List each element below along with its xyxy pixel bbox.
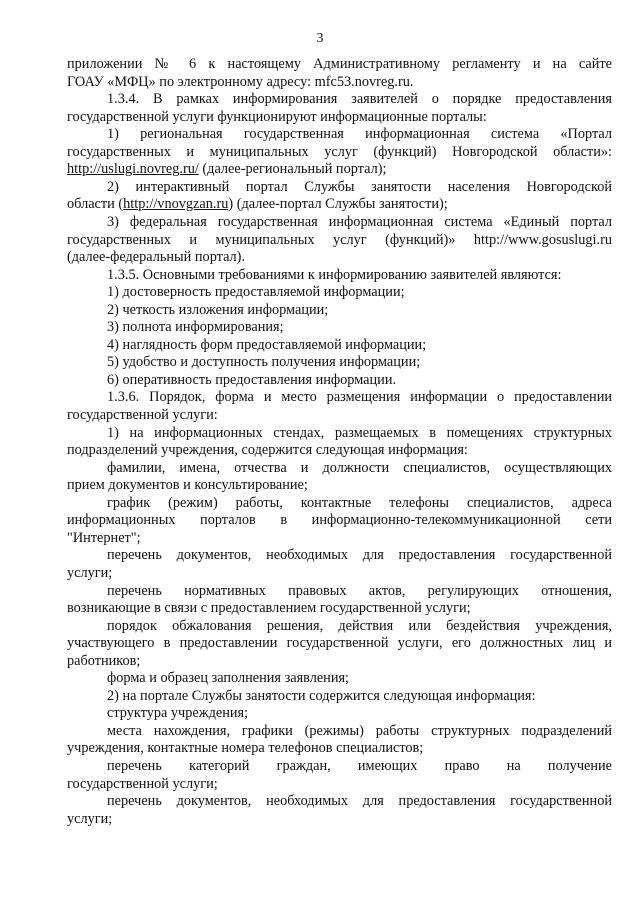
text-line: "Интернет"; [67,529,141,546]
text-fragment: области ( [67,196,124,213]
text-line: государственной услуги: [67,407,218,423]
text-line: 2) интерактивный портал Службы занятости населения Новгородской [107,178,612,195]
text-line [67,196,612,214]
text-line [67,161,612,179]
text-line: 5) удобство и доступность получения информации; [107,354,421,371]
text-line: 3) полнота информирования; [107,319,284,336]
text-line: структура учреждения; [107,705,249,722]
text-line: 2) четкость изложения информации; [107,301,329,318]
text-line: (далее-федеральный портал). [67,249,246,266]
text-line: приложении № 6 к настоящему Административному регламенту и на сайте [67,56,612,72]
text-fragment: (далее-региональный портал); [198,161,387,178]
text-line: 1.3.6. Порядок, форма и место размещения информации о предоставлении [107,389,612,406]
text-line: фамилии, имена, отчества и должности специалистов, осуществляющих [107,459,612,476]
text-line: перечень категорий граждан, имеющих право на получение [107,758,612,774]
text-line: перечень документов, необходимых для предоставления государственной [107,793,612,810]
text-line: государственных и муниципальных услуг (функций) Новгородской области»: [67,143,612,160]
text-fragment: ) (далее-портал Службы занятости); [228,196,448,213]
text-line: подразделений учреждения, содержится следующая информация: [67,442,468,459]
text-line: услуги; [67,564,113,581]
text-line: 1) на информационных стендах, размещаемых в помещениях структурных [107,424,612,441]
text-line: работников; [67,652,141,669]
text-line: ГОАУ «МФЦ» по электронному адресу: mfc53.novreg.ru. [67,73,414,90]
text-line: места нахождения, графики (режимы) работы структурных подразделений [107,722,612,739]
text-line: 1.3.5. Основными требованиями к информированию заявителей являются: [107,266,562,283]
text-line: форма и образец заполнения заявления; [107,670,350,687]
text-line: 1) региональная государственная информационная система «Портал [107,126,612,143]
text-line: 1.3.4. В рамках информирования заявителей о порядке предоставления [107,91,612,108]
text-line: прием документов и консультирование; [67,477,308,494]
text-line: участвующего в предоставлении государственной услуги, его должностных лиц и [67,635,612,652]
text-line: порядок обжалования решения, действия или бездействия учреждения, [107,617,612,634]
text-line: график (режим) работы, контактные телефоны специалистов, адреса [107,494,612,511]
text-line: государственных и муниципальных услуг (функций)» http://www.gosuslugi.ru [67,231,612,248]
text-line: учреждения, контактные номера телефонов специалистов; [67,740,424,757]
text-line: возникающие в связи с предоставлением государственной услуги; [67,600,471,617]
text-line: перечень документов, необходимых для предоставления государственной [107,547,612,564]
hyperlink[interactable]: http://vnovgzan.ru [123,196,229,213]
text-line: перечень нормативных правовых актов, регулирующих отношения, [107,582,612,599]
text-line: 6) оперативность предоставления информации. [107,371,397,388]
text-line: государственной услуги функционируют информационные порталы: [67,108,487,125]
text-line: 4) наглядность форм предоставляемой информации; [107,336,427,353]
text-line: информационных порталов в информационно-телекоммуникационной сети [67,512,612,529]
text-line: 3) федеральная государственная информационная система «Единый портал [107,213,612,230]
page-number: 3 [316,31,324,46]
hyperlink[interactable]: http://uslugi.novreg.ru/ [67,161,199,178]
text-line: государственной услуги; [67,775,218,792]
text-line: 2) на портале Службы занятости содержится следующая информация: [107,687,536,704]
text-line: услуги; [67,810,113,827]
text-line: 1) достоверность предоставляемой информации; [107,284,405,301]
